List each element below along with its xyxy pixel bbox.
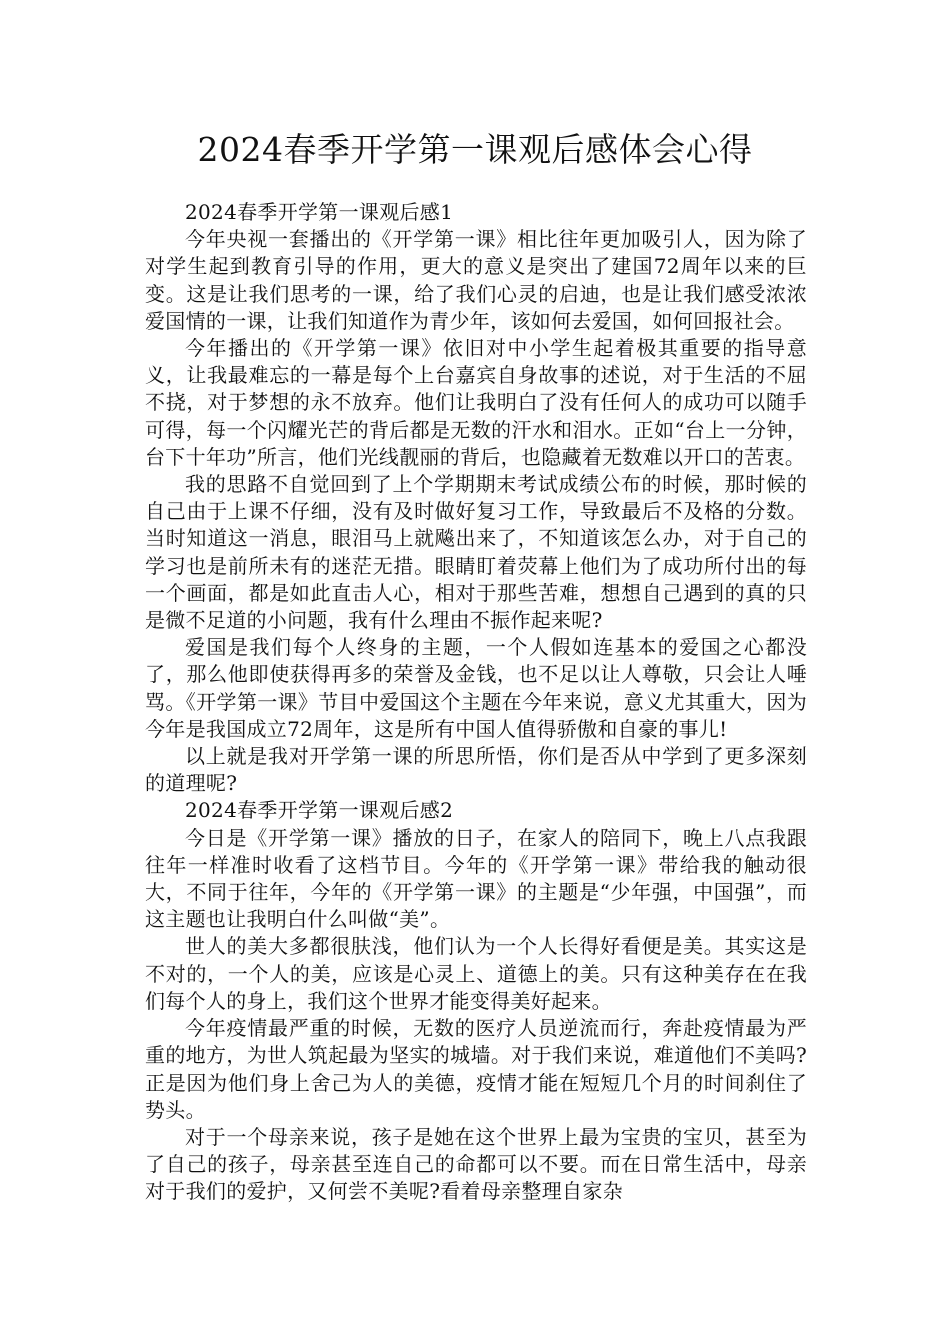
paragraph: 对于一个母亲来说，孩子是她在这个世界上最为宝贵的宝贝，甚至为了自己的孩子，母亲甚至连自己的命都可以不要。而在日常生活中，母亲对于我们的爱护，又何尝不美呢?看着母亲整理自家杂 bbox=[145, 1124, 807, 1204]
paragraph: 今年播出的《开学第一课》依旧对中小学生起着极其重要的指导意义，让我最难忘的一幕是每个上台嘉宾自身故事的述说，对于生活的不屈不挠，对于梦想的永不放弃。他们让我明白了没有任何人的成功可以随手可得，每一个闪耀光芒的背后都是无数的汗水和泪水。正如“台上一分钟，台下十年功”所言，他们光线靓丽的背后，也隐藏着无数难以开口的苦衷。 bbox=[145, 336, 807, 469]
paragraph: 今年央视一套播出的《开学第一课》相比往年更加吸引人，因为除了对学生起到教育引导的作用，更大的意义是突出了建国72周年以来的巨变。这是让我们思考的一课，给了我们心灵的启迪，也是让我们感受浓浓爱国情的一课，让我们知道作为青少年，该如何去爱国，如何回报社会。 bbox=[145, 227, 807, 333]
document-body bbox=[145, 199, 807, 1206]
paragraph: 我的思路不自觉回到了上个学期期末考试成绩公布的时候，那时候的自己由于上课不仔细，没有及时做好复习工作，导致最后不及格的分数。当时知道这一消息，眼泪马上就飚出来了，不知道该怎么办，对于自己的学习也是前所未有的迷茫无措。眼睛盯着荧幕上他们为了成功所付出的每一个画面，都是如此直击人心，相对于那些苦难，想想自己遇到的真的只是微不足道的小问题，我有什么理由不振作起来呢? bbox=[145, 472, 807, 633]
paragraph: 以上就是我对开学第一课的所思所悟，你们是否从中学到了更多深刻的道理呢? bbox=[145, 744, 807, 796]
document-title: 2024春季开学第一课观后感体会心得 bbox=[197, 130, 753, 169]
paragraph: 爱国是我们每个人终身的主题，一个人假如连基本的爱国之心都没了，那么他即使获得再多的荣誉及金钱，也不足以让人尊敬，只会让人唾骂。《开学第一课》节目中爱国这个主题在今年来说，意义尤其重大，因为今年是我国成立72周年，这是所有中国人值得骄傲和自豪的事儿! bbox=[145, 635, 807, 741]
section-heading-2: 2024春季开学第一课观后感2 bbox=[185, 798, 454, 823]
paragraph: 今日是《开学第一课》播放的日子，在家人的陪同下，晚上八点我跟往年一样准时收看了这档节目。今年的《开学第一课》带给我的触动很大，不同于往年，今年的《开学第一课》的主题是“少年强，中国强”，而这主题也让我明白什么叫做“美”。 bbox=[145, 825, 807, 932]
paragraph: 世人的美大多都很肤浅，他们认为一个人长得好看便是美。其实这是不对的，一个人的美，应该是心灵上、道德上的美。只有这种美存在在我们每个人的身上，我们这个世界才能变得美好起来。 bbox=[145, 934, 807, 1013]
section-heading-1: 2024春季开学第一课观后感1 bbox=[185, 200, 454, 224]
paragraph: 今年疫情最严重的时候，无数的医疗人员逆流而行，奔赴疫情最为严重的地方，为世人筑起最为坚实的城墙。对于我们来说，难道他们不美吗?正是因为他们身上舍己为人的美德，疫情才能在短短几个月的时间刹住了势头。 bbox=[145, 1016, 807, 1122]
